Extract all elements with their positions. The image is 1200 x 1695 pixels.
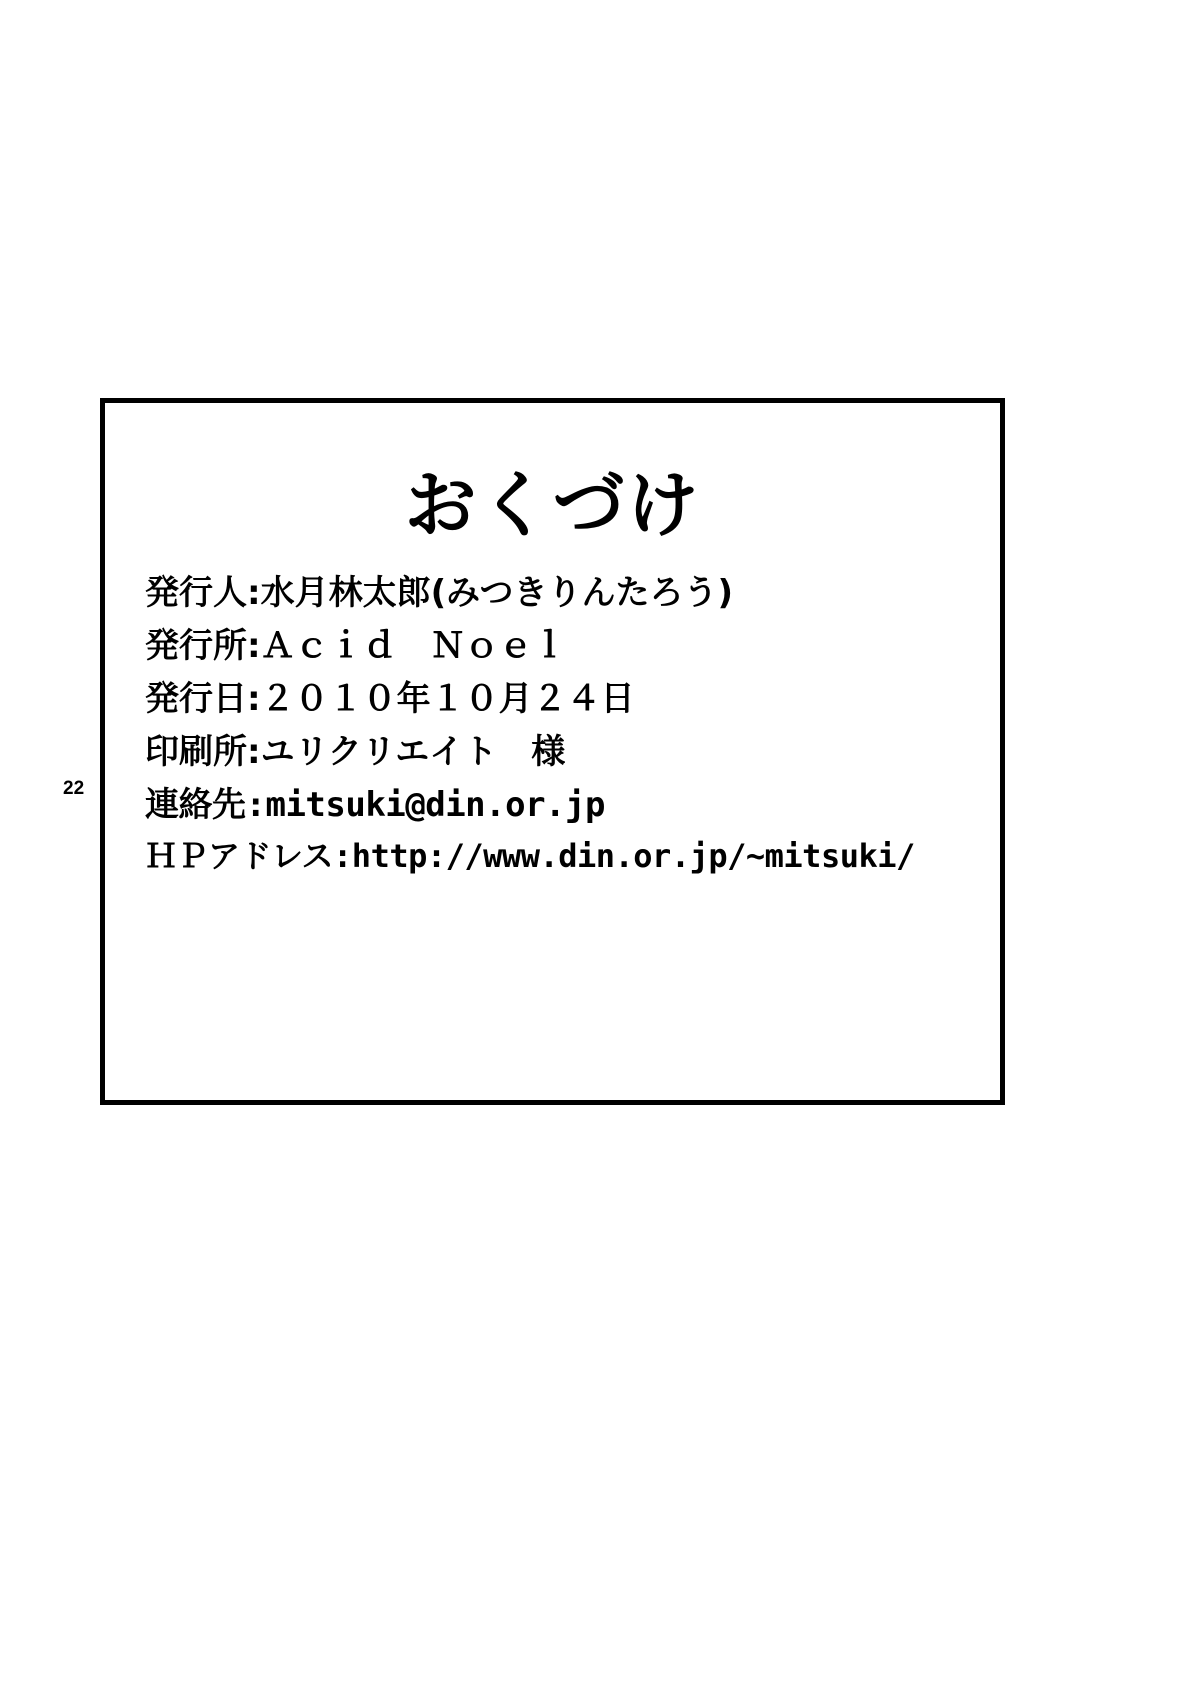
colophon-line-printer: 印刷所:ユリクリエイト 様 xyxy=(145,732,566,773)
colophon-title: おくづけ xyxy=(404,463,701,547)
colophon-line-publisher-circle: 発行所:Ａｃｉｄ Ｎｏｅｌ xyxy=(145,626,567,667)
colophon-line-publisher-person: 発行人:水月林太郎(みつきりんたろう) xyxy=(145,573,733,613)
page-number: 22 xyxy=(63,778,85,799)
colophon-line-publish-date: 発行日:２０１０年１０月２４日 xyxy=(145,679,635,720)
colophon-line-list xyxy=(105,541,1000,882)
colophon-line-homepage-url: ＨＰアドレス:http://www.din.or.jp/~mitsuki/ xyxy=(145,837,915,876)
colophon-box xyxy=(100,398,1005,1105)
colophon-line-contact-email: 連絡先:mitsuki@din.or.jp xyxy=(145,785,605,826)
